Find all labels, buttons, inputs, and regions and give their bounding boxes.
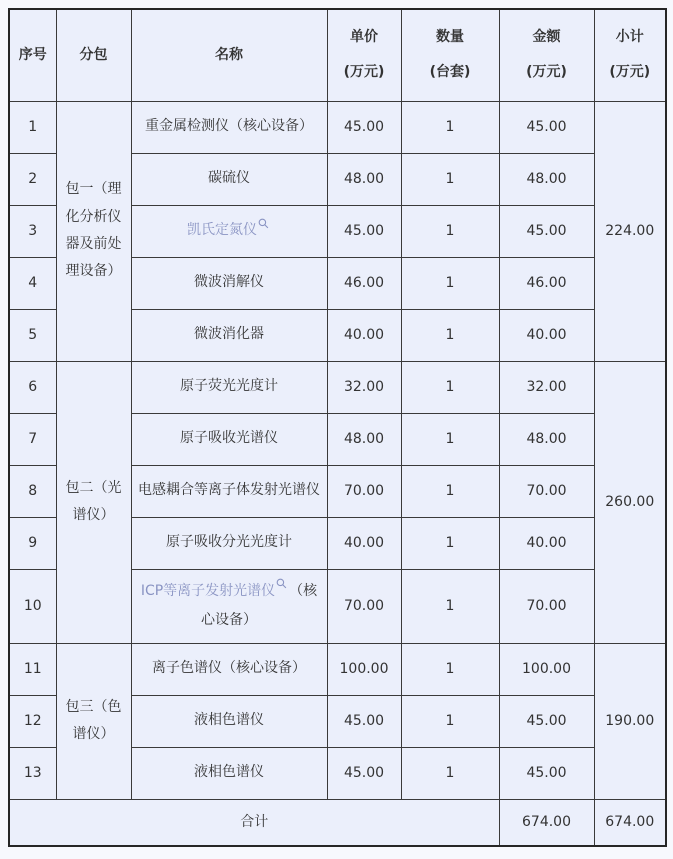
search-icon[interactable] xyxy=(276,578,287,589)
package-cell: 包三（色谱仪） xyxy=(56,643,131,799)
header-label: 序号 xyxy=(18,46,47,63)
column-header-package xyxy=(56,9,131,101)
header-label: 分包 xyxy=(79,46,108,63)
quantity: 1 xyxy=(401,309,499,361)
total-row xyxy=(9,799,666,846)
item-name-suffix: （核心设备） xyxy=(201,582,318,628)
quantity: 1 xyxy=(401,205,499,257)
column-header-subtotal xyxy=(594,9,666,101)
total-label: 合计 xyxy=(9,799,499,846)
subtotal-cell: 260.00 xyxy=(594,361,666,643)
unit-price: 70.00 xyxy=(327,465,401,517)
table-header xyxy=(9,9,666,101)
item-link[interactable]: 凯氏定氮仪 xyxy=(187,222,257,239)
item-name: 原子吸收光谱仪 xyxy=(131,413,327,465)
item-link[interactable]: ICP等离子发射光谱仪 xyxy=(140,582,276,599)
unit-price: 32.00 xyxy=(327,361,401,413)
row-number: 10 xyxy=(9,569,56,643)
item-name: 电感耦合等离子体发射光谱仪 xyxy=(131,465,327,517)
unit-price: 45.00 xyxy=(327,695,401,747)
row-number: 12 xyxy=(9,695,56,747)
amount: 48.00 xyxy=(499,153,594,205)
amount: 40.00 xyxy=(499,517,594,569)
row-number: 6 xyxy=(9,361,56,413)
amount: 100.00 xyxy=(499,643,594,695)
header-label: 名称 xyxy=(215,46,243,63)
row-number: 4 xyxy=(9,257,56,309)
search-icon[interactable] xyxy=(258,218,269,229)
amount: 70.00 xyxy=(499,569,594,643)
row-number: 11 xyxy=(9,643,56,695)
quantity: 1 xyxy=(401,695,499,747)
quantity: 1 xyxy=(401,569,499,643)
amount: 45.00 xyxy=(499,101,594,153)
quantity: 1 xyxy=(401,153,499,205)
table-footer xyxy=(9,799,666,846)
header-label: 小计 xyxy=(615,29,644,46)
column-header-index xyxy=(9,9,56,101)
item-name: 重金属检测仪（核心设备） xyxy=(131,101,327,153)
unit-price: 40.00 xyxy=(327,517,401,569)
amount: 32.00 xyxy=(499,361,594,413)
table-row xyxy=(9,101,666,153)
quantity: 1 xyxy=(401,465,499,517)
item-name: 微波消化器 xyxy=(131,309,327,361)
unit-price: 70.00 xyxy=(327,569,401,643)
quantity: 1 xyxy=(401,361,499,413)
column-header-unit-price xyxy=(327,9,401,101)
unit-price: 48.00 xyxy=(327,153,401,205)
unit-price: 45.00 xyxy=(327,747,401,799)
unit-price: 45.00 xyxy=(327,205,401,257)
subtotal-cell: 190.00 xyxy=(594,643,666,799)
quantity: 1 xyxy=(401,413,499,465)
table-row xyxy=(9,643,666,695)
header-label: 单价 xyxy=(350,29,378,46)
row-number: 2 xyxy=(9,153,56,205)
quantity: 1 xyxy=(401,257,499,309)
table-row xyxy=(9,361,666,413)
row-number: 3 xyxy=(9,205,56,257)
unit-price: 46.00 xyxy=(327,257,401,309)
row-number: 1 xyxy=(9,101,56,153)
total-subtotal: 674.00 xyxy=(594,799,666,846)
total-amount: 674.00 xyxy=(499,799,594,846)
row-number: 9 xyxy=(9,517,56,569)
amount: 45.00 xyxy=(499,695,594,747)
column-header-name xyxy=(131,9,327,101)
item-name: 离子色谱仪（核心设备） xyxy=(131,643,327,695)
column-header-amount xyxy=(499,9,594,101)
header-unit: (万元) xyxy=(526,64,567,81)
row-number: 13 xyxy=(9,747,56,799)
unit-price: 48.00 xyxy=(327,413,401,465)
unit-price: 100.00 xyxy=(327,643,401,695)
item-name: 液相色谱仪 xyxy=(131,747,327,799)
amount: 70.00 xyxy=(499,465,594,517)
amount: 45.00 xyxy=(499,205,594,257)
item-name: 碳硫仪 xyxy=(131,153,327,205)
price-table xyxy=(8,8,667,847)
header-unit: (万元) xyxy=(343,64,385,81)
item-name: 微波消解仪 xyxy=(131,257,327,309)
amount: 40.00 xyxy=(499,309,594,361)
column-header-quantity xyxy=(401,9,499,101)
item-name-cell xyxy=(131,205,327,257)
unit-price: 40.00 xyxy=(327,309,401,361)
header-unit: (台套) xyxy=(429,64,471,81)
subtotal-cell: 224.00 xyxy=(594,101,666,361)
row-number: 8 xyxy=(9,465,56,517)
quantity: 1 xyxy=(401,517,499,569)
quantity: 1 xyxy=(401,747,499,799)
header-label: 金额 xyxy=(532,29,561,46)
item-name: 原子吸收分光光度计 xyxy=(131,517,327,569)
header-unit: (万元) xyxy=(609,64,651,81)
amount: 45.00 xyxy=(499,747,594,799)
row-number: 7 xyxy=(9,413,56,465)
item-name: 原子荧光光度计 xyxy=(131,361,327,413)
amount: 48.00 xyxy=(499,413,594,465)
header-label: 数量 xyxy=(436,29,464,46)
package-cell: 包二（光谱仪） xyxy=(56,361,131,643)
item-name: 液相色谱仪 xyxy=(131,695,327,747)
row-number: 5 xyxy=(9,309,56,361)
amount: 46.00 xyxy=(499,257,594,309)
item-name-cell xyxy=(131,569,327,643)
table-body xyxy=(9,101,666,799)
header-row xyxy=(9,9,666,101)
quantity: 1 xyxy=(401,643,499,695)
quantity: 1 xyxy=(401,101,499,153)
package-cell: 包一（理化分析仪器及前处理设备） xyxy=(56,101,131,361)
unit-price: 45.00 xyxy=(327,101,401,153)
